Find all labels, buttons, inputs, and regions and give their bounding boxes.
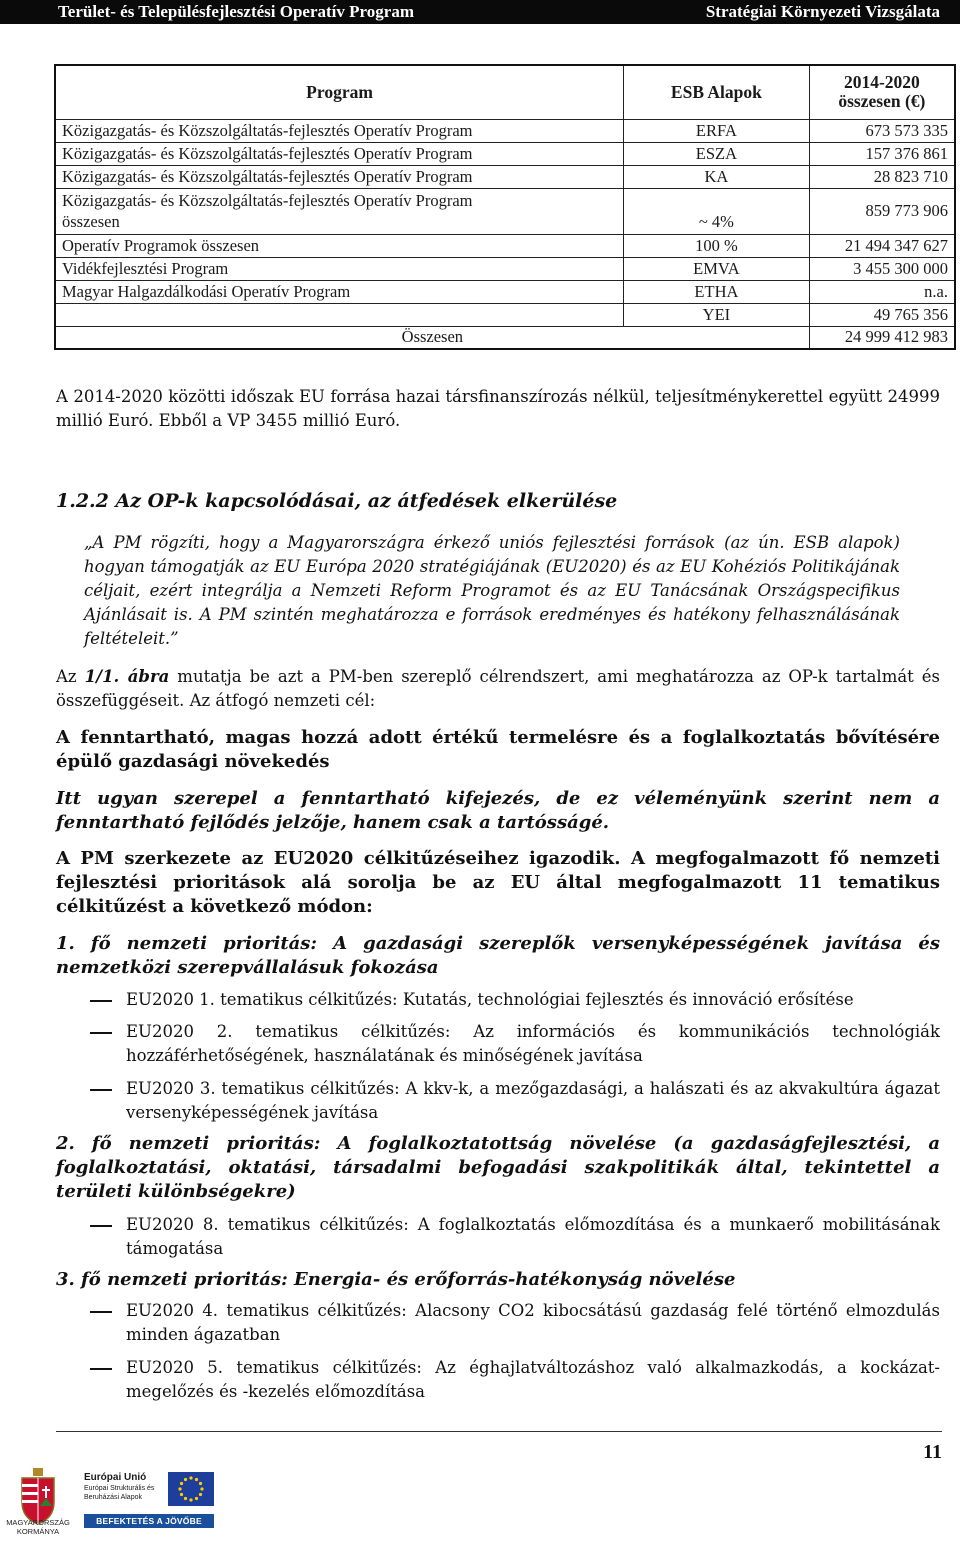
- list-item-text: EU2020 2. tematikus célkitűzés: Az információs és kommunikációs technológiák hozzáférhetőségének, használatának és minőségének javítása: [126, 1022, 940, 1065]
- page-number: 11: [923, 1441, 942, 1463]
- cell-program: [55, 188, 624, 234]
- col-total-line2: összesen (€): [838, 91, 926, 112]
- table-row: [55, 234, 955, 257]
- cell-esb: ESZA: [624, 142, 810, 165]
- cell-total: 3 455 300 000: [809, 257, 955, 280]
- funding-table: [54, 64, 956, 350]
- eu-banner: BEFEKTETÉS A JÖVŐBE: [84, 1514, 214, 1528]
- cell-program: Közigazgatás- és Közszolgáltatás-fejlesztés Operatív Program: [55, 119, 624, 142]
- header-subtitle: Stratégiai Környezeti Vizsgálata: [705, 2, 940, 21]
- list-item-text: EU2020 1. tematikus célkitűzés: Kutatás, technológiai fejlesztés és innováció erősítése: [126, 990, 854, 1009]
- cell-total: 859 773 906: [809, 188, 955, 234]
- cell-total: 673 573 335: [809, 119, 955, 142]
- cell-total: 28 823 710: [809, 165, 955, 188]
- cell-esb: ETHA: [624, 280, 810, 303]
- cell-total: 157 376 861: [809, 142, 955, 165]
- national-goal: A fenntartható, magas hozzá adott értékű termelésre és a foglalkoztatás bővítésére épülő gazdasági növekedés: [56, 727, 940, 772]
- priority-1-title: 1. fő nemzeti prioritás: A gazdasági szereplők versenyképességének javítása és nemzetközi szerepvállalásuk fokozása: [56, 933, 940, 978]
- figure-text-2: mutatja be azt a PM-ben szereplő célrendszert, ami meghatározza az OP-k tartalmát és összefüggéseit. Az átfogó nemzeti cél:: [56, 667, 940, 710]
- list-item: [126, 1299, 940, 1347]
- figure-text-1: Az: [56, 667, 85, 686]
- structure-paragraph: A PM szerkezete az EU2020 célkitűzéseihez igazodik. A megfogalmazott fő nemzeti fejlesztési prioritások alá sorolja be az EU által megfogalmazott 11 tematikus célkitűzést a következő módon:: [56, 848, 940, 917]
- section-number: 1.2.2: [56, 490, 109, 512]
- cell-esb: EMVA: [624, 257, 810, 280]
- cell-esb: 100 %: [624, 234, 810, 257]
- eu-flag-icon: [168, 1472, 214, 1506]
- quote-paragraph: „A PM rögzíti, hogy a Magyarországra érkező uniós fejlesztési források (az ún. ESB alapok) hogyan támogatják az EU Európa 2020 stratégiájának (EU2020) és az EU Kohéziós Politikájának céljait, ezért integrálja a Nemzeti Reform Programot és az EU Tanácsának Országspecifikus Ajánlásait is. A PM szintén meghatározza e források eredményes és hatékony felhasználásának feltételeit.”: [84, 533, 900, 648]
- cell-esb: ERFA: [624, 119, 810, 142]
- page-header: [0, 0, 960, 24]
- dash-bullet: [90, 1077, 112, 1091]
- table-header-row: [55, 65, 955, 119]
- cell-program: Közigazgatás- és Közszolgáltatás-fejlesztés Operatív Program: [55, 165, 624, 188]
- eu-subtitle: Európai Strukturális és Beruházási Alapok: [84, 1485, 155, 1501]
- figure-ref-link[interactable]: 1/1. ábra: [84, 667, 170, 686]
- priority-3-title: 3. fő nemzeti prioritás: Energia- és erőforrás-hatékonyság növelése: [56, 1269, 736, 1290]
- cell-total: 21 494 347 627: [809, 234, 955, 257]
- list-item-text: EU2020 5. tematikus célkitűzés: Az éghajlatváltozáshoz való alkalmazkodás, a kockázat-megelőzés és -kezelés előmozdítása: [126, 1358, 940, 1401]
- table-row: [55, 142, 955, 165]
- dash-bullet: [90, 1299, 112, 1313]
- col-esb: ESB Alapok: [624, 65, 810, 119]
- table-row: [55, 119, 955, 142]
- cell-program: Operatív Programok összesen: [55, 234, 624, 257]
- cell-program: Közigazgatás- és Közszolgáltatás-fejlesztés Operatív Program: [55, 142, 624, 165]
- list-item: [126, 1356, 940, 1404]
- list-item: [126, 1213, 940, 1261]
- cell-total: n.a.: [809, 280, 955, 303]
- intro-paragraph: A 2014-2020 közötti időszak EU forrása hazai társfinanszírozás nélkül, teljesítménykerettel együtt 24999 millió Euró. Ebből a VP 3455 millió Euró.: [56, 387, 940, 430]
- dash-bullet: [90, 1356, 112, 1370]
- section-heading: [56, 490, 617, 512]
- table-row: [55, 303, 955, 326]
- header-title: Terület- és Településfejlesztési Operatív Program: [58, 2, 414, 21]
- footer-divider: [56, 1431, 942, 1432]
- priority-2-title: 2. fő nemzeti prioritás: A foglalkoztatottság növelése (a gazdaságfejlesztési, a foglalkoztatási, oktatási, társadalmi befogadási szakpolitikák által, tekintettel a területi különbségekre): [56, 1133, 940, 1202]
- list-item-text: EU2020 8. tematikus célkitűzés: A foglalkoztatás előmozdítása és a munkaerő mobilitásának támogatása: [126, 1215, 940, 1258]
- dash-bullet: [90, 1020, 112, 1034]
- dash-bullet: [90, 1213, 112, 1227]
- list-item-text: EU2020 3. tematikus célkitűzés: A kkv-k, a mezőgazdasági, a halászati és az akvakultúra ágazat versenyképességének javítása: [126, 1079, 940, 1122]
- cell-program: Vidékfejlesztési Program: [55, 257, 624, 280]
- cell-esb: YEI: [624, 303, 810, 326]
- col-total-line1: 2014-2020: [843, 72, 920, 93]
- list-item: [126, 1020, 940, 1068]
- list-item-text: EU2020 4. tematikus célkitűzés: Alacsony CO2 kibocsátású gazdaság felé történő elmozdulás minden ágazatban: [126, 1301, 940, 1344]
- figure-paragraph: [56, 665, 940, 713]
- cell-program: [55, 303, 624, 326]
- table-row: [55, 257, 955, 280]
- col-total: [809, 65, 955, 119]
- table-row-grand-total: [55, 326, 955, 349]
- table-row: [55, 280, 955, 303]
- list-item: [126, 988, 940, 1012]
- section-title: Az OP-k kapcsolódásai, az átfedések elkerülése: [115, 490, 618, 512]
- table-row: [55, 165, 955, 188]
- eu-title: Európai Unió: [84, 1472, 147, 1483]
- cell-esb: KA: [624, 165, 810, 188]
- table-row-subtotal: [55, 188, 955, 234]
- cell-program-line1: Közigazgatás- és Közszolgáltatás-fejlesztés Operatív Program: [62, 191, 473, 210]
- col-program: Program: [55, 65, 624, 119]
- list-item: [126, 1077, 940, 1125]
- cell-grand-label: Összesen: [55, 326, 809, 349]
- crest-caption: MAGYARORSZÁG KORMÁNYA: [6, 1518, 70, 1536]
- cell-program: Magyar Halgazdálkodási Operatív Program: [55, 280, 624, 303]
- cell-esb: ~ 4%: [624, 188, 810, 234]
- dash-bullet: [90, 988, 112, 1002]
- cell-program-line2: összesen: [62, 212, 120, 231]
- eu-logo-text: [84, 1472, 168, 1502]
- cell-grand-total: 24 999 412 983: [809, 326, 955, 349]
- cell-total: 49 765 356: [809, 303, 955, 326]
- comment-paragraph: Itt ugyan szerepel a fenntartható kifejezés, de ez véleményünk szerint nem a fenntartható fejlődés jelzője, hanem csak a tartósságé.: [56, 788, 940, 833]
